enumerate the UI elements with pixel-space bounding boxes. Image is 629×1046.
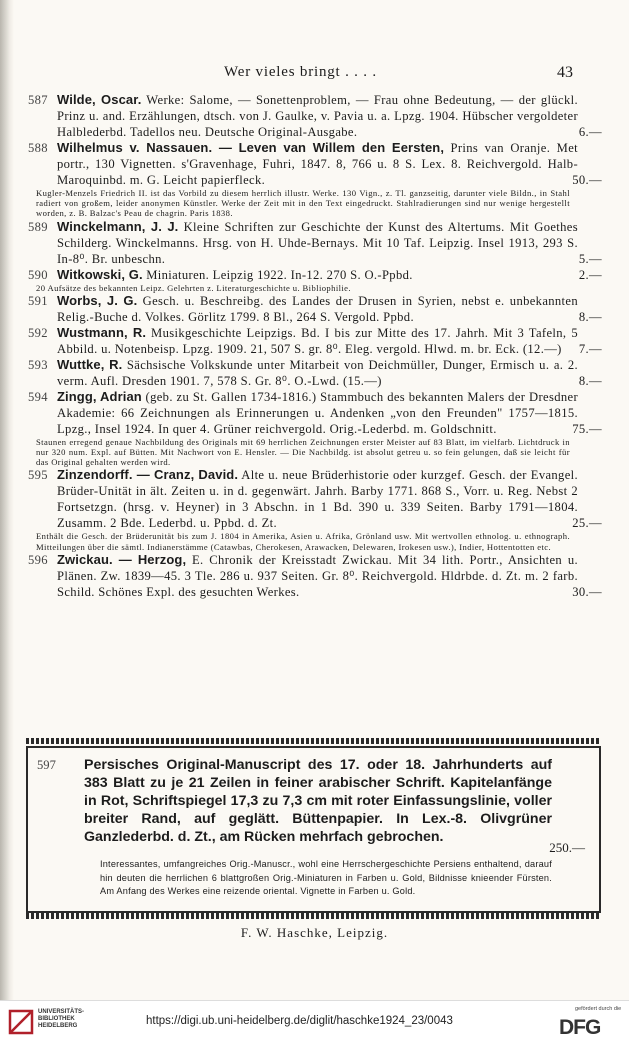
catalog-entry: [28, 218, 602, 267]
catalog-entry: [28, 551, 602, 600]
featured-item-frame: [26, 738, 601, 919]
entry-description: E. Chronik der Kreisstadt Zwickau. Mit 34 lith. Portr., Ansichten u. Plänen. Zw. 1839—45. 3 Tle. 286 u. 937 Seiten. Gr. 8⁰. Reichvergold. Hldrbde. d. Zt. m. 2 farb. Schild. Schönes Expl. des gesuchten Werkes.: [57, 552, 578, 599]
entry-author: Zinzendorff. — Cranz, David.: [57, 467, 239, 483]
entry-price: 2.—: [578, 267, 602, 282]
entry-number: 596: [28, 552, 48, 567]
entry-price: 5.—: [578, 251, 602, 266]
funder-label: gefördert durch die: [575, 1006, 622, 1012]
viewer-footer-bar: [0, 1000, 629, 1046]
library-name[interactable]: [38, 1009, 84, 1030]
entry-note: 20 Aufsätze des bekannten Leipz. Gelehrten z. Literaturgeschichte u. Bibliophilie.: [36, 282, 351, 293]
entry-price: 75.—: [572, 421, 602, 436]
entry-number: 589: [28, 219, 48, 234]
entry-author: Wilhelmus v. Nassauen. — Leven van Willem den Eersten,: [57, 140, 445, 155]
entry-number: 593: [28, 357, 48, 372]
entry-description: Gesch. u. Beschreibg. des Landes der Drusen in Syrien, nebst e. unbekannten Relig.-Buche d. Volkes. Görlitz 1799. 8 Bl., 264 S. Vergold. Ppbd.: [57, 293, 578, 324]
entry-author: Winckelmann, J. J.: [57, 218, 179, 234]
entry-author: Witkowski, G.: [57, 266, 143, 282]
entry-description: Prins van Oranje. Met portr., 130 Vignetten. s'Gravenhage, Fuhri, 1847. 8, 766 u. 8 S. Lex. 8. Reichvergold. Halb-Maroquinbd. m. G. Leicht papierfleck.: [57, 141, 579, 187]
library-name-line: HEIDELBERG: [38, 1023, 78, 1029]
ornamental-rule-bottom: [26, 913, 601, 919]
entry-note: Enthält die Gesch. der Brüderunität bis zum J. 1804 in Amerika, Asien u. Afrika, Grönland usw. Mit wertvollen ethnolog. u. ethnograph. Mitteilungen über die sämtl. Indianerstämme (Catawbas, Cherokesen, Arawacken, Delewaren, Irokesen usw.), Indier, Hottentotten etc.: [36, 531, 570, 552]
catalog-entries: [28, 92, 602, 600]
entry-author: Zwickau. — Herzog,: [57, 551, 187, 567]
entry-number: 592: [28, 325, 48, 340]
university-library-logo[interactable]: [8, 1007, 34, 1037]
catalog-entry: [28, 266, 602, 283]
entry-description: Alte u. neue Brüderhistorie oder kurzgef. Gesch. der Evangel. Brüder-Unität in ält. Zeiten u. in d. gegenwärt. Jahrh. Barby 1771. 868 S., Vorr. u. Reg. Nebst 2 Fortsetzgn. (hrsg. v. Heyner) in 3 Abschn. in 1 Bd. 390 u. 339 Seiten. Barby 1791—1804. Zusamm. 2 Bde. Lederbd. u. Ppbd. d. Zt.: [57, 468, 578, 531]
catalog-entry: [28, 356, 602, 389]
entry-price: 6.—: [578, 125, 602, 139]
entry-price: 50.—: [572, 173, 602, 187]
entry-number: 587: [28, 93, 48, 107]
entry-price: 7.—: [578, 341, 602, 356]
entry-price: 30.—: [572, 584, 602, 599]
entry-note: Staunen erregend genaue Nachbildung des Originals mit 69 herrlichen Zeichnungen erster Meister auf 83 Blatt, im vielfarb. Lichtdruck in nur 320 num. Expl. auf Bütten. Mit Nachwort von E. Hensler. — Die Nachbildg. ist absolut getreu u. so fein gelungen, daß sie leicht für das Original gehalten werden wird.: [36, 436, 570, 468]
featured-entry-number: 597: [37, 758, 56, 772]
featured-item-box: [26, 746, 601, 913]
entry-author: Wuttke, R.: [57, 356, 123, 372]
entry-price: 8.—: [578, 373, 602, 388]
entry-description: Werke: Salome, — Sonettenproblem, — Frau ohne Bedeutung, — der glückl. Prinz u. and. Erzählungen, dtsch. von J. Gaulke, v. Pavia u. a. Lpzg. 1904. Hübscher vergoldeter Halblederbd. Tadellos neu. Deutsche Original-Ausgabe.: [57, 93, 578, 139]
permalink-url[interactable]: https://digi.ub.uni-heidelberg.de/diglit/haschke1924_23/0043: [146, 1015, 453, 1027]
catalog-entry: [28, 292, 602, 325]
featured-entry-description: Persisches Original-Manuscript des 17. oder 18. Jahrhunderts auf 383 Blatt zu je 21 Zeilen in feiner arabischer Schrift. Kapitelanfänge in Rot, Schriftspiegel 17,3 zu 7,3 cm mit roter Einfassungslinie, voller breiter Rand, auf geglätt. Büttenpapier. In Lex.-8. Olivgrüner Ganzlederbd. d. Zt., am Rücken mehrfach gebrochen.: [84, 757, 552, 845]
publisher-imprint: F. W. Haschke, Leipzig.: [240, 925, 389, 940]
entry-number: 590: [28, 267, 48, 282]
page-header: [0, 60, 629, 80]
dfg-logo[interactable]: DFG: [559, 1016, 601, 1039]
entry-description: Musikgeschichte Leipzigs. Bd. I bis zur Mitte des 17. Jahrh. Mit 3 Tafeln, 5 Abbild. u. Notenbeisp. Lpzg. 1909. 21, 507 S. gr. 8⁰. Eleg. vergold. Hlwd. m. br. Eck. (12.—): [57, 325, 578, 356]
entry-author: Worbs, J. G.: [57, 292, 138, 308]
entry-description: Kleine Schriften zur Geschichte der Kunst des Altertums. Mit Goethes Schilderg. Winckelmanns. Hrsg. von H. Uhde-Bernays. Mit 10 Taf. Leipzig. Insel 1913, 293 S. In-8⁰. Br. unbeschn.: [57, 219, 578, 266]
entry-number: 594: [28, 389, 48, 404]
entry-description: Miniaturen. Leipzig 1922. In-12. 270 S. O.-Ppbd.: [142, 267, 413, 282]
entry-number: 595: [28, 468, 48, 483]
ornamental-rule-top: [26, 738, 601, 744]
entry-note: Kugler-Menzels Friedrich II. ist das Vorbild zu diesem herrlich illustr. Werke. 130 Vign., z. Tl. ganzseitig, darunter viele Bildn., in Stahl radiert von großem, leider anonymen Künstler. Werke der Zeit mit in den Text eingedruckt. Stahlradierungen sind nur wenige hergestellt worden, z. B. Balzac's Peau de chagrin. Paris 1838.: [36, 188, 570, 219]
running-title: Wer vieles bringt . . . .: [224, 64, 377, 80]
entry-author: Wustmann, R.: [57, 324, 147, 340]
library-name-line: UNIVERSITÄTS-: [38, 1009, 85, 1015]
entry-price: 8.—: [578, 309, 602, 324]
library-name-line: BIBLIOTHEK: [38, 1016, 75, 1022]
entry-description: Sächsische Volkskunde unter Mitarbeit von Deichmüller, Dunger, Ermisch u. a. 2. verm. Aufl. Dresden 1901. 7, 578 S. Gr. 8⁰. O.-Lwd. (15.—): [57, 357, 578, 388]
entry-author: Wilde, Oscar.: [57, 92, 142, 107]
book-spine-shadow: [0, 0, 14, 1000]
catalog-entry: [28, 388, 602, 437]
featured-entry-price: 250.—: [549, 840, 585, 855]
entry-number: 588: [28, 141, 48, 155]
entry-author: Zingg, Adrian: [57, 388, 142, 404]
entry-description: (geb. zu St. Gallen 1734-1816.) Stammbuch des bekannten Malers der Dresdner Akademie: 66 Zeichnungen als Erinnerungen u. Andenken „von den Freunden" 1757—1815. Lpzg., Insel 1924. In quer 4. Grüner reichvergold. Orig.-Lederbd. m. Goldschnitt.: [57, 389, 578, 436]
catalog-entry: [28, 140, 602, 188]
entry-price: 25.—: [572, 516, 602, 531]
featured-entry-note: Interessantes, umfangreiches Orig.-Manuscr., wohl eine Herrschergeschichte Persiens enthaltend, darauf hin deuten die herrlichen 6 blattgroßen Orig.-Miniaturen in Farben u. Gold, Bildnisse knieender Fürsten. Am Anfang des Werkes eine reizende oriental. Vignette in Farben u. Gold.: [100, 859, 552, 896]
page-number: 43: [557, 64, 573, 81]
catalog-entry: [28, 467, 602, 531]
entry-number: 591: [28, 293, 48, 308]
catalog-entry: [28, 92, 602, 140]
catalog-entry: [28, 324, 602, 357]
